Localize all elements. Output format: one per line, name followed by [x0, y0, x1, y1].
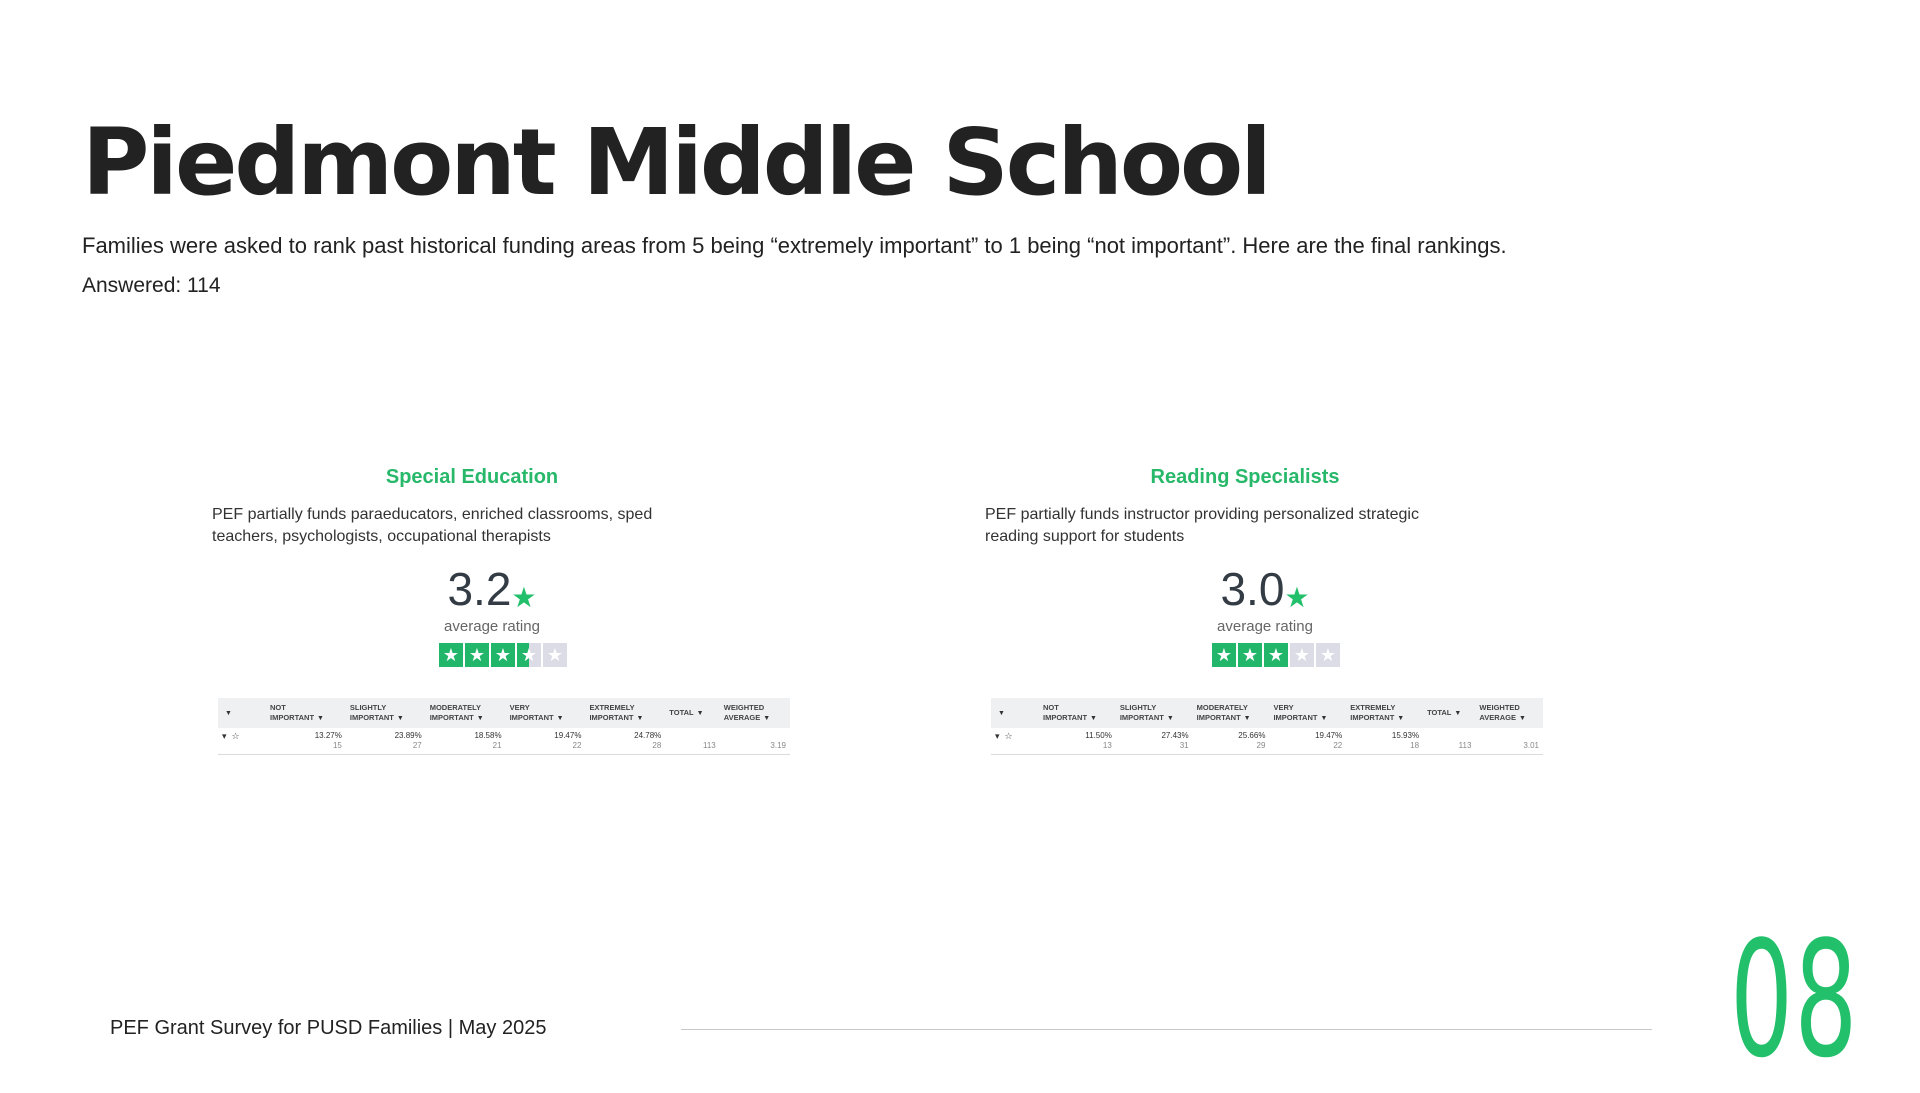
star-box-1 [439, 643, 463, 667]
star-outline-icon[interactable]: ☆ [231, 731, 240, 741]
card-special-education [212, 462, 812, 782]
caret-down-icon: ▼ [636, 714, 644, 722]
page-title: Piedmont Middle School [82, 109, 1269, 216]
table-header-row [218, 698, 790, 728]
row-controls[interactable] [218, 728, 266, 755]
cell-slightly-important: 23.89% 27 [346, 728, 426, 755]
caret-down-icon: ▼ [696, 709, 704, 717]
cell-total: 113 [1423, 728, 1475, 755]
caret-down-icon: ▼ [396, 714, 404, 722]
rating-label: average rating [1217, 618, 1313, 635]
star-icon: ★ [1267, 645, 1285, 665]
star-box-3 [1264, 643, 1288, 667]
column-header-total[interactable]: TOTAL ▼ [1423, 698, 1475, 728]
star-outline-icon[interactable]: ☆ [1004, 731, 1013, 741]
cell-very-important: 19.47% 22 [1269, 728, 1346, 755]
column-header-controls[interactable] [991, 698, 1039, 728]
star-icon: ★ [1319, 645, 1337, 665]
column-header-extremely-important[interactable]: EXTREMELY IMPORTANT ▼ [1346, 698, 1423, 728]
column-header-not-important[interactable]: NOT IMPORTANT ▼ [1039, 698, 1116, 728]
card-reading-specialists [985, 462, 1585, 782]
caret-down-icon: ▼ [556, 714, 564, 722]
star-icon: ★ [494, 645, 512, 665]
average-rating [402, 563, 582, 635]
cell-not-important: 11.50% 13 [1039, 728, 1116, 755]
star-icon: ★ [546, 645, 564, 665]
page-subtitle: Families were asked to rank past historical funding areas from 5 being “extremely important” to 1 being “not important”. Here are the final rankings. [82, 233, 1507, 258]
star-rating-bar [439, 643, 567, 667]
page-number: 08 [1730, 906, 1859, 1093]
star-rating-bar [1212, 643, 1340, 667]
star-icon: ★ [511, 582, 537, 613]
star-icon: ★ [1241, 645, 1259, 665]
column-header-moderately-important[interactable]: MODERATELY IMPORTANT ▼ [426, 698, 506, 728]
cell-weighted-average: 3.19 [720, 728, 790, 755]
cell-very-important: 19.47% 22 [506, 728, 586, 755]
card-title: Reading Specialists [1150, 466, 1340, 488]
column-header-weighted-average[interactable]: WEIGHTED AVERAGE ▼ [720, 698, 790, 728]
results-table [218, 698, 790, 755]
column-header-total[interactable]: TOTAL ▼ [665, 698, 719, 728]
column-header-very-important[interactable]: VERY IMPORTANT ▼ [506, 698, 586, 728]
table-row [218, 728, 790, 755]
caret-down-icon[interactable]: ▾ [222, 731, 227, 741]
average-rating [1175, 563, 1355, 635]
star-icon: ★ [468, 645, 486, 665]
star-icon: ★ [442, 645, 460, 665]
column-header-not-important[interactable]: NOT IMPORTANT ▼ [266, 698, 346, 728]
column-header-slightly-important[interactable]: SLIGHTLY IMPORTANT ▼ [346, 698, 426, 728]
caret-down-icon: ▼ [1243, 714, 1251, 722]
column-header-moderately-important[interactable]: MODERATELY IMPORTANT ▼ [1193, 698, 1270, 728]
caret-down-icon: ▼ [1397, 714, 1405, 722]
star-box-1 [1212, 643, 1236, 667]
card-title: Special Education [385, 466, 559, 488]
card-description: PEF partially funds instructor providing personalized strategic reading support for students [985, 506, 1419, 545]
results-table [991, 698, 1543, 755]
star-box-5 [543, 643, 567, 667]
rating-value: 3.2 [447, 563, 512, 615]
caret-down-icon: ▼ [1090, 714, 1097, 722]
row-controls[interactable] [991, 728, 1039, 755]
caret-down-icon: ▼ [476, 714, 484, 722]
cell-moderately-important: 18.58% 21 [426, 728, 506, 755]
star-box-2 [1238, 643, 1262, 667]
card-description: PEF partially funds paraeducators, enriched classrooms, sped teachers, psychologists, occupational therapists [212, 506, 653, 545]
column-header-slightly-important[interactable]: SLIGHTLY IMPORTANT ▼ [1116, 698, 1193, 728]
star-icon: ★ [1284, 582, 1310, 613]
cell-extremely-important: 15.93% 18 [1346, 728, 1423, 755]
rating-label: average rating [444, 618, 540, 635]
cell-moderately-important: 25.66% 29 [1193, 728, 1270, 755]
column-header-weighted-average[interactable]: WEIGHTED AVERAGE ▼ [1475, 698, 1543, 728]
cell-total: 113 [665, 728, 719, 755]
table-row [991, 728, 1543, 755]
column-header-very-important[interactable]: VERY IMPORTANT ▼ [1269, 698, 1346, 728]
column-header-controls[interactable] [218, 698, 266, 728]
caret-down-icon: ▼ [1454, 709, 1462, 717]
star-box-5 [1316, 643, 1340, 667]
star-box-3 [491, 643, 515, 667]
star-icon: ★ [1293, 645, 1311, 665]
star-box-4 [517, 643, 541, 667]
table-header-row [991, 698, 1543, 728]
cell-slightly-important: 27.43% 31 [1116, 728, 1193, 755]
star-icon: ★ [520, 645, 538, 665]
footer-divider [681, 1029, 1652, 1030]
caret-down-icon: ▼ [317, 714, 324, 722]
caret-down-icon: ▼ [763, 714, 771, 722]
cell-weighted-average: 3.01 [1475, 728, 1543, 755]
caret-down-icon: ▼ [1518, 714, 1526, 722]
caret-down-icon: ▼ [998, 709, 1005, 717]
star-icon: ★ [1215, 645, 1233, 665]
rating-value: 3.0 [1220, 563, 1285, 615]
footer-text: PEF Grant Survey for PUSD Families | May 2025 [110, 1017, 547, 1039]
caret-down-icon[interactable]: ▾ [995, 731, 1000, 741]
cell-extremely-important: 24.78% 28 [585, 728, 665, 755]
answered-count: Answered: 114 [82, 274, 221, 297]
cell-not-important: 13.27% 15 [266, 728, 346, 755]
star-box-4 [1290, 643, 1314, 667]
star-box-2 [465, 643, 489, 667]
caret-down-icon: ▼ [1166, 714, 1174, 722]
caret-down-icon: ▼ [225, 709, 232, 717]
column-header-extremely-important[interactable]: EXTREMELY IMPORTANT ▼ [585, 698, 665, 728]
caret-down-icon: ▼ [1320, 714, 1328, 722]
